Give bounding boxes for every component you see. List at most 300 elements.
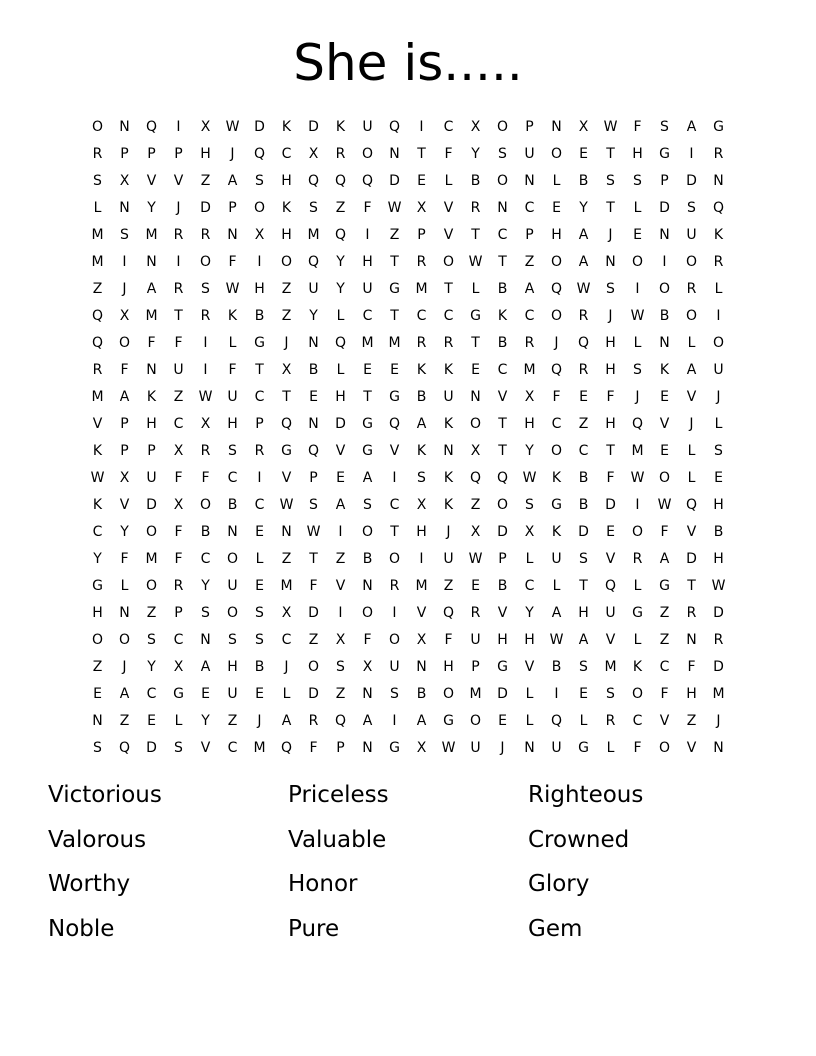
grid-letter: Y: [309, 307, 318, 324]
grid-letter: V: [497, 388, 508, 405]
grid-letter: T: [687, 577, 696, 594]
grid-letter: N: [524, 172, 535, 189]
grid-letter: U: [524, 145, 535, 162]
grid-letter: E: [579, 685, 588, 702]
grid-letter: E: [471, 361, 480, 378]
grid-letter: O: [145, 523, 158, 540]
grid-letter: M: [253, 739, 266, 756]
grid-letter: G: [659, 577, 670, 594]
grid-letter: K: [335, 118, 346, 135]
grid-letter: W: [711, 577, 726, 594]
grid-letter: S: [633, 361, 642, 378]
grid-letter: R: [335, 145, 346, 162]
grid-letter: I: [365, 226, 370, 243]
grid-letter: N: [362, 685, 373, 702]
grid-letter: I: [419, 118, 424, 135]
grid-letter: R: [686, 280, 697, 297]
grid-letter: R: [578, 307, 589, 324]
grid-letter: V: [173, 172, 184, 189]
grid-letter: H: [281, 226, 292, 243]
grid-letter: X: [416, 496, 427, 513]
grid-letter: R: [443, 334, 454, 351]
grid-letter: C: [254, 388, 265, 405]
grid-letter: E: [552, 199, 561, 216]
grid-letter: R: [173, 226, 184, 243]
grid-letter: Z: [389, 226, 400, 243]
grid-letter: O: [118, 631, 131, 648]
grid-letter: S: [309, 496, 318, 513]
grid-letter: J: [257, 712, 262, 729]
grid-letter: M: [91, 388, 104, 405]
grid-letter: V: [92, 415, 103, 432]
grid-letter: J: [122, 280, 127, 297]
grid-letter: X: [254, 226, 265, 243]
grid-letter: D: [308, 604, 319, 621]
grid-letter: M: [415, 577, 428, 594]
grid-letter: B: [659, 307, 670, 324]
grid-letter: C: [524, 577, 535, 594]
grid-letter: J: [230, 145, 235, 162]
grid-letter: H: [524, 415, 535, 432]
grid-letter: E: [660, 442, 669, 459]
grid-letter: C: [173, 631, 184, 648]
grid-letter: R: [632, 550, 643, 567]
grid-letter: V: [443, 226, 454, 243]
grid-letter: Q: [280, 415, 293, 432]
grid-letter: P: [147, 145, 156, 162]
grid-letter: X: [119, 172, 130, 189]
grid-letter: C: [551, 415, 562, 432]
grid-letter: E: [255, 577, 264, 594]
grid-letter: P: [228, 199, 237, 216]
grid-letter: C: [497, 361, 508, 378]
grid-letter: Z: [92, 658, 103, 675]
grid-letter: S: [579, 550, 588, 567]
grid-letter: C: [524, 199, 535, 216]
grid-letter: K: [659, 361, 670, 378]
grid-letter: I: [203, 334, 208, 351]
grid-letter: I: [392, 604, 397, 621]
grid-letter: S: [255, 172, 264, 189]
grid-letter: O: [388, 550, 401, 567]
grid-letter: G: [362, 442, 373, 459]
grid-letter: O: [91, 631, 104, 648]
grid-letter: O: [442, 253, 455, 270]
grid-letter: W: [576, 280, 591, 297]
grid-letter: G: [497, 658, 508, 675]
grid-letter: O: [631, 523, 644, 540]
grid-letter: I: [554, 685, 559, 702]
grid-letter: I: [338, 523, 343, 540]
grid-letter: V: [686, 523, 697, 540]
grid-letter: C: [443, 118, 454, 135]
grid-letter: U: [470, 631, 481, 648]
grid-letter: K: [281, 199, 292, 216]
grid-letter: K: [92, 442, 103, 459]
grid-letter: W: [441, 739, 456, 756]
grid-letter: U: [227, 685, 238, 702]
grid-letter: K: [146, 388, 157, 405]
grid-letter: X: [200, 415, 211, 432]
grid-letter: O: [226, 604, 239, 621]
grid-letter: N: [524, 739, 535, 756]
grid-letter: H: [524, 631, 535, 648]
grid-letter: P: [309, 469, 318, 486]
grid-letter: N: [92, 712, 103, 729]
grid-letter: S: [336, 658, 345, 675]
word-bank-item: Crowned: [528, 826, 630, 853]
grid-letter: B: [200, 523, 211, 540]
grid-letter: Z: [227, 712, 238, 729]
grid-letter: T: [498, 415, 507, 432]
grid-letter: E: [390, 361, 399, 378]
grid-letter: Q: [550, 361, 563, 378]
grid-letter: V: [659, 415, 670, 432]
grid-letter: Z: [173, 388, 184, 405]
grid-letter: B: [578, 496, 589, 513]
grid-letter: F: [120, 550, 129, 567]
grid-letter: V: [605, 631, 616, 648]
grid-letter: H: [497, 631, 508, 648]
grid-letter: K: [713, 226, 724, 243]
grid-letter: W: [603, 118, 618, 135]
grid-letter: H: [605, 361, 616, 378]
grid-letter: Z: [335, 550, 346, 567]
grid-letter: O: [226, 550, 239, 567]
grid-letter: H: [227, 415, 238, 432]
grid-letter: R: [713, 145, 724, 162]
grid-letter: D: [308, 118, 319, 135]
grid-letter: T: [579, 577, 588, 594]
grid-letter: V: [335, 577, 346, 594]
grid-letter: F: [363, 199, 372, 216]
word-bank-item: Worthy: [48, 871, 131, 897]
grid-letter: M: [415, 280, 428, 297]
grid-letter: X: [416, 631, 427, 648]
grid-letter: I: [662, 253, 667, 270]
grid-letter: S: [255, 631, 264, 648]
grid-letter: N: [281, 523, 292, 540]
grid-letter: O: [685, 307, 698, 324]
grid-letter: F: [174, 523, 183, 540]
grid-letter: Q: [253, 145, 266, 162]
grid-letter: Q: [307, 172, 320, 189]
grid-letter: L: [120, 577, 129, 594]
grid-letter: U: [686, 226, 697, 243]
grid-letter: D: [578, 523, 589, 540]
grid-letter: E: [417, 172, 426, 189]
grid-letter: M: [712, 685, 725, 702]
grid-letter: O: [550, 442, 563, 459]
grid-letter: R: [200, 442, 211, 459]
grid-letter: R: [254, 442, 265, 459]
grid-letter: L: [714, 280, 723, 297]
grid-letter: M: [91, 226, 104, 243]
grid-letter: L: [336, 307, 345, 324]
grid-letter: P: [174, 145, 183, 162]
grid-letter: Z: [308, 631, 319, 648]
grid-letter: F: [309, 577, 318, 594]
grid-letter: S: [201, 604, 210, 621]
grid-letter: X: [173, 496, 184, 513]
grid-letter: K: [443, 496, 454, 513]
grid-letter: E: [633, 226, 642, 243]
grid-letter: Y: [525, 442, 534, 459]
grid-letter: N: [470, 388, 481, 405]
grid-letter: Y: [525, 604, 534, 621]
grid-letter: O: [496, 496, 509, 513]
grid-letter: Y: [336, 280, 345, 297]
grid-letter: G: [362, 415, 373, 432]
grid-letter: Q: [334, 226, 347, 243]
grid-letter: Q: [361, 172, 374, 189]
grid-letter: Q: [469, 469, 482, 486]
grid-letter: R: [173, 280, 184, 297]
grid-letter: T: [417, 145, 426, 162]
grid-letter: S: [579, 658, 588, 675]
grid-letter: P: [336, 739, 345, 756]
grid-letter: D: [605, 496, 616, 513]
grid-letter: U: [551, 550, 562, 567]
grid-letter: H: [632, 145, 643, 162]
grid-letter: P: [174, 604, 183, 621]
grid-letter: S: [93, 739, 102, 756]
grid-letter: J: [635, 388, 640, 405]
word-bank-item: Righteous: [528, 782, 644, 808]
grid-letter: N: [146, 253, 157, 270]
grid-letter: K: [92, 496, 103, 513]
grid-letter: P: [147, 442, 156, 459]
grid-letter: A: [335, 496, 346, 513]
grid-letter: E: [336, 469, 345, 486]
grid-letter: O: [685, 253, 698, 270]
grid-letter: P: [525, 226, 534, 243]
grid-letter: Z: [281, 280, 292, 297]
grid-letter: N: [119, 604, 130, 621]
grid-letter: O: [361, 604, 374, 621]
grid-letter: T: [390, 253, 399, 270]
grid-letter: J: [284, 334, 289, 351]
grid-letter: N: [713, 739, 724, 756]
grid-letter: W: [306, 523, 321, 540]
grid-letter: S: [201, 280, 210, 297]
grid-letter: O: [91, 118, 104, 135]
grid-letter: Y: [471, 145, 480, 162]
grid-letter: R: [416, 334, 427, 351]
grid-letter: A: [227, 172, 238, 189]
grid-letter: M: [145, 550, 158, 567]
grid-letter: R: [605, 712, 616, 729]
grid-letter: B: [497, 577, 508, 594]
grid-letter: G: [443, 712, 454, 729]
grid-letter: O: [388, 631, 401, 648]
grid-letter: S: [363, 496, 372, 513]
grid-letter: U: [605, 604, 616, 621]
grid-letter: S: [228, 631, 237, 648]
grid-letter: O: [280, 253, 293, 270]
grid-letter: C: [389, 496, 400, 513]
grid-letter: D: [254, 118, 265, 135]
grid-letter: T: [444, 280, 453, 297]
grid-letter: B: [551, 658, 562, 675]
grid-letter: X: [173, 658, 184, 675]
grid-letter: I: [635, 280, 640, 297]
grid-letter: U: [227, 388, 238, 405]
grid-letter: B: [227, 496, 238, 513]
grid-letter: A: [578, 226, 589, 243]
grid-letter: B: [497, 280, 508, 297]
grid-letter: Q: [550, 280, 563, 297]
grid-letter: A: [281, 712, 292, 729]
grid-letter: L: [687, 442, 696, 459]
grid-letter: B: [308, 361, 319, 378]
grid-letter: Y: [201, 712, 210, 729]
grid-letter: R: [200, 226, 211, 243]
grid-letter: V: [524, 658, 535, 675]
grid-letter: K: [416, 442, 427, 459]
grid-letter: R: [686, 604, 697, 621]
grid-letter: F: [201, 469, 210, 486]
grid-letter: V: [686, 388, 697, 405]
grid-letter: F: [660, 685, 669, 702]
grid-letter: L: [552, 172, 561, 189]
grid-letter: R: [713, 631, 724, 648]
grid-letter: N: [416, 658, 427, 675]
grid-letter: O: [469, 712, 482, 729]
grid-letter: Q: [334, 172, 347, 189]
grid-letter: J: [284, 658, 289, 675]
grid-letter: E: [471, 577, 480, 594]
grid-letter: T: [282, 388, 291, 405]
grid-letter: H: [200, 145, 211, 162]
grid-letter: V: [497, 604, 508, 621]
grid-letter: X: [470, 442, 481, 459]
grid-letter: O: [550, 307, 563, 324]
grid-letter: J: [446, 523, 451, 540]
grid-letter: T: [363, 388, 372, 405]
grid-letter: Q: [307, 442, 320, 459]
grid-letter: H: [551, 226, 562, 243]
grid-letter: K: [443, 469, 454, 486]
grid-letter: V: [119, 496, 130, 513]
grid-letter: S: [660, 118, 669, 135]
grid-letter: S: [498, 145, 507, 162]
grid-letter: O: [469, 415, 482, 432]
grid-letter: A: [416, 712, 427, 729]
word-bank-item: Priceless: [288, 782, 389, 808]
grid-letter: B: [254, 307, 265, 324]
grid-letter: N: [605, 253, 616, 270]
grid-letter: F: [120, 361, 129, 378]
grid-letter: P: [255, 415, 264, 432]
grid-letter: U: [227, 577, 238, 594]
grid-letter: X: [119, 469, 130, 486]
grid-letter: E: [255, 685, 264, 702]
grid-letter: Q: [577, 334, 590, 351]
grid-letter: C: [659, 658, 670, 675]
grid-letter: R: [578, 361, 589, 378]
grid-letter: S: [633, 172, 642, 189]
grid-letter: U: [470, 739, 481, 756]
grid-letter: N: [389, 145, 400, 162]
grid-letter: A: [416, 415, 427, 432]
grid-letter: C: [362, 307, 373, 324]
word-bank-item: Valorous: [48, 826, 147, 853]
grid-letter: E: [579, 145, 588, 162]
grid-letter: D: [146, 739, 157, 756]
grid-letter: X: [470, 118, 481, 135]
grid-letter: W: [90, 469, 105, 486]
grid-letter: M: [631, 442, 644, 459]
grid-letter: F: [147, 334, 156, 351]
grid-letter: P: [498, 550, 507, 567]
grid-letter: K: [497, 307, 508, 324]
grid-letter: O: [658, 280, 671, 297]
grid-letter: H: [254, 280, 265, 297]
grid-letter: Q: [496, 469, 509, 486]
grid-letter: A: [146, 280, 157, 297]
grid-letter: P: [120, 145, 129, 162]
grid-letter: N: [686, 631, 697, 648]
grid-letter: L: [444, 172, 453, 189]
grid-letter: Y: [147, 199, 156, 216]
grid-letter: F: [174, 334, 183, 351]
grid-letter: G: [551, 496, 562, 513]
grid-letter: W: [198, 388, 213, 405]
grid-letter: S: [255, 604, 264, 621]
grid-letter: L: [174, 712, 183, 729]
grid-letter: E: [147, 712, 156, 729]
grid-letter: C: [173, 415, 184, 432]
grid-letter: F: [660, 523, 669, 540]
grid-letter: A: [362, 712, 373, 729]
grid-letter: S: [120, 226, 129, 243]
grid-letter: A: [578, 253, 589, 270]
grid-letter: G: [389, 388, 400, 405]
word-bank-item: Victorious: [48, 782, 162, 808]
grid-letter: F: [228, 253, 237, 270]
grid-letter: D: [686, 172, 697, 189]
grid-letter: O: [496, 172, 509, 189]
grid-letter: X: [335, 631, 346, 648]
grid-letter: S: [174, 739, 183, 756]
grid-letter: T: [390, 523, 399, 540]
grid-letter: L: [606, 739, 615, 756]
grid-letter: B: [416, 388, 427, 405]
grid-letter: N: [227, 226, 238, 243]
grid-letter: L: [633, 199, 642, 216]
grid-letter: D: [659, 199, 670, 216]
grid-letter: U: [389, 658, 400, 675]
grid-letter: Z: [281, 307, 292, 324]
grid-letter: Q: [334, 712, 347, 729]
grid-letter: N: [443, 442, 454, 459]
grid-letter: L: [525, 712, 534, 729]
grid-letter: Y: [336, 253, 345, 270]
grid-letter: D: [713, 658, 724, 675]
grid-letter: R: [524, 334, 535, 351]
grid-letter: U: [713, 361, 724, 378]
grid-letter: Q: [334, 334, 347, 351]
grid-letter: S: [714, 442, 723, 459]
grid-letter: G: [92, 577, 103, 594]
grid-letter: W: [225, 280, 240, 297]
grid-letter: L: [633, 334, 642, 351]
grid-letter: L: [228, 334, 237, 351]
grid-letter: M: [469, 685, 482, 702]
grid-letter: L: [687, 334, 696, 351]
grid-letter: P: [471, 658, 480, 675]
